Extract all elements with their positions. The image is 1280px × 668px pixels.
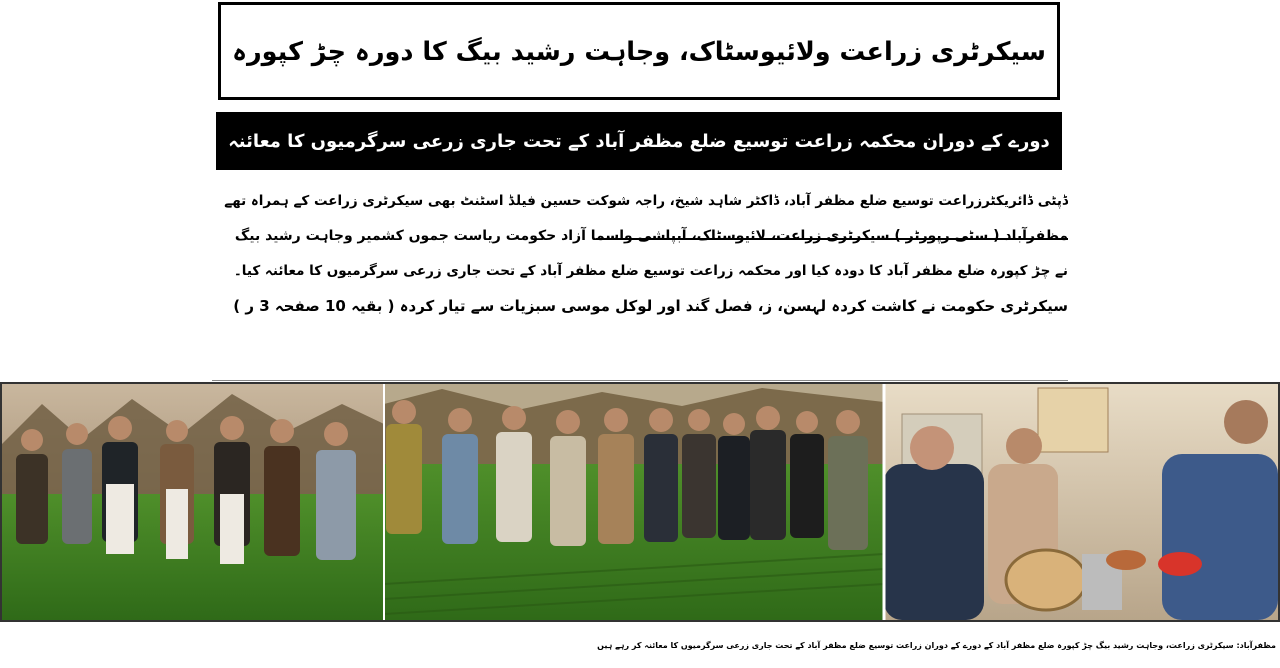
subheadline-bar <box>216 112 1062 170</box>
photo-caption: مظفرآباد: سیکرٹری زراعت، وجاہت رشید بیگ چڑ کپورہ ضلع مظفر آباد کے دورے کے دوران زراعت توسیع ضلع مظفر آباد کے تحت جاری زرعی سرگرمیوں کا معائنہ کر رہے ہیں <box>597 641 1276 650</box>
body-line-4: سیکرٹری حکومت نے کاشت کردہ لہسن، ز، فصل گند اور لوکل موسی سبزیات سے تیار کردہ ( بقیہ 10 صفحہ 3 ر ) <box>233 297 1068 315</box>
headline: سیکرٹری زراعت ولائیوسٹاک، وجاہت رشید بیگ کا دورہ چڑ کپورہ <box>232 36 1046 67</box>
article-body <box>212 184 1068 324</box>
headline-box <box>218 2 1060 100</box>
body-line-2: مظفرآباد ( سٹی رپورٹر ) سیکرٹری زراعت، لائیوسٹاک، آبپاشی واسما آزاد حکومت ریاست جموں کشمیر وجاہت رشید بیگ <box>234 228 1068 244</box>
body-rule <box>212 380 1068 381</box>
photo-collage <box>2 384 1278 620</box>
photo-strip <box>0 382 1280 622</box>
inspection-photo-right <box>884 384 1278 620</box>
body-line-1: ڈپٹی ڈائریکٹرزراعت توسیع ضلع مظفر آباد، ڈاکٹر شاہد شیخ، راجہ شوکت حسین فیلڈ اسٹنٹ بھی سیکرٹری زراعت کے ہمراہ تھے <box>224 193 1068 209</box>
body-line-3: نے چڑ کپورہ ضلع مظفر آباد کا دودہ کیا اور محکمہ زراعت توسیع ضلع مظفر آباد کے تحت جاری زرعی سرگرمیوں کا معائنہ کیا۔ <box>233 263 1068 279</box>
group-photo-center <box>384 384 884 620</box>
subheadline: دورے کے دوران محکمہ زراعت توسیع ضلع مظفر آباد کے تحت جاری زرعی سرگرمیوں کا معائنہ <box>228 130 1050 152</box>
group-photo-left <box>2 384 384 620</box>
